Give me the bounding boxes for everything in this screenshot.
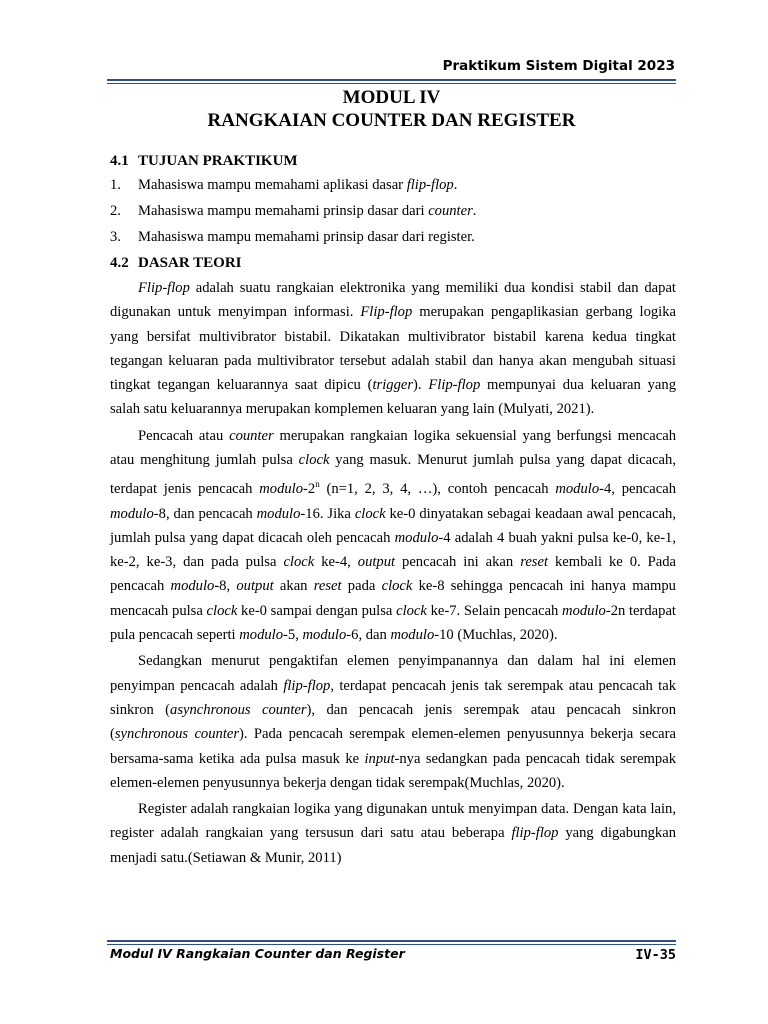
list-item-tail: . [472, 203, 477, 219]
list-item-emphasis: flip-flop [406, 177, 454, 193]
section-number: 4.2 [110, 255, 129, 271]
running-header: Praktikum Sistem Digital 2023 [442, 58, 675, 74]
list-item [110, 229, 475, 246]
section-title: DASAR TEORI [138, 255, 242, 271]
list-item-text: Mahasiswa mampu memahami prinsip dasar dari register. [138, 229, 475, 245]
list-item-text: Mahasiswa mampu memahami aplikasi dasar [138, 177, 407, 193]
header-rule-thin [107, 83, 676, 84]
body-text [110, 276, 676, 872]
page-number: IV-35 [635, 947, 676, 963]
list-item-number: 1. [110, 177, 121, 193]
list-item-number: 3. [110, 229, 121, 245]
list-item [110, 203, 476, 220]
paragraph-flip-flop: Flip-flop adalah suatu rangkaian elektronika yang memiliki dua kondisi stabil dan dapat digunakan untuk menyimpan informasi. Flip-flop merupakan pengaplikasian gerbang logika yang bersifat multivibrator bistabil. Dikatakan multivibrator bistabil karena kedua tingkat tegangan keluaran pada multivibrator tersebut adalah stabil dan hanya akan mengubah situasi tingkat tegangan keluarannya saat dipicu (trigger). Flip-flop mempunyai dua keluaran yang salah satu keluarannya merupakan komplemen keluaran yang lain (Mulyati, 2021). [110, 280, 676, 418]
list-item [110, 177, 457, 194]
list-item-text: Mahasiswa mampu memahami prinsip dasar dari [138, 203, 429, 219]
section-title: TUJUAN PRAKTIKUM [138, 153, 298, 169]
paragraph-counter: Pencacah atau counter merupakan rangkaian logika sekuensial yang berfungsi mencacah atau menghitung jumlah pulsa clock yang masuk. Menurut jumlah pulsa yang dapat dicacah, terdapat jenis pencacah modulo-2$^n$ (n=1, 2, 3, 4, …), contoh pencacah modulo-4, pencacah modulo-8, dan pencacah modulo-16. Jika clock ke-0 dinyatakan sebagai keadaan awal pencacah, jumlah pulsa yang dapat dicacah oleh pencacah modulo-4 adalah 4 buah yakni pulsa ke-0, ke-1, ke-2, ke-3, dan pada pulsa clock ke-4, output pencacah ini akan reset kembali ke 0. Pada pencacah modulo-8, output akan reset pada clock ke-8 sehingga pencacah ini hanya mampu mencacah pulsa clock ke-0 sampai dengan pulsa clock ke-7. Selain pencacah modulo-2n terdapat pula pencacah seperti modulo-5, modulo-6, dan modulo-10 (Muchlas, 2020). [110, 427, 677, 644]
list-item-emphasis: counter [428, 203, 473, 219]
paragraph-register: Register adalah rangkaian logika yang digunakan untuk menyimpan data. Dengan kata lain, register adalah rangkaian yang tersusun dari satu atau beberapa flip-flop yang digabungkan menjadi satu.(Setiawan & Munir, 2011) [110, 801, 676, 866]
footer-rule [107, 940, 676, 942]
list-item-tail: . [453, 177, 458, 193]
module-subtitle: RANGKAIAN COUNTER DAN REGISTER [207, 110, 576, 131]
footer-module-label: Modul IV Rangkaian Counter dan Register [110, 946, 405, 961]
section-heading-tujuan [110, 153, 298, 170]
module-title: MODUL IV [342, 87, 441, 108]
footer-rule-thin [107, 944, 676, 945]
section-number: 4.1 [110, 153, 129, 169]
list-item-number: 2. [110, 203, 121, 219]
header-rule [107, 79, 676, 81]
paragraph-async-sync: Sedangkan menurut pengaktifan elemen penyimpanannya dan dalam hal ini elemen penyimpan pencacah adalah flip-flop, terdapat pencacah jenis tak serempak atau pencacah tak sinkron (asynchronous counter), dan pencacah jenis serempak atau pencacah sinkron (synchronous counter). Pada pencacah serempak elemen-elemen penyusunnya bekerja secara bersama-sama ketika ada pulsa masuk ke input-nya sedangkan pada pencacah tidak serempak elemen-elemen penyusunnya bekerja dengan tidak serempak(Muchlas, 2020). [110, 653, 676, 791]
section-heading-dasar-teori [110, 255, 242, 272]
